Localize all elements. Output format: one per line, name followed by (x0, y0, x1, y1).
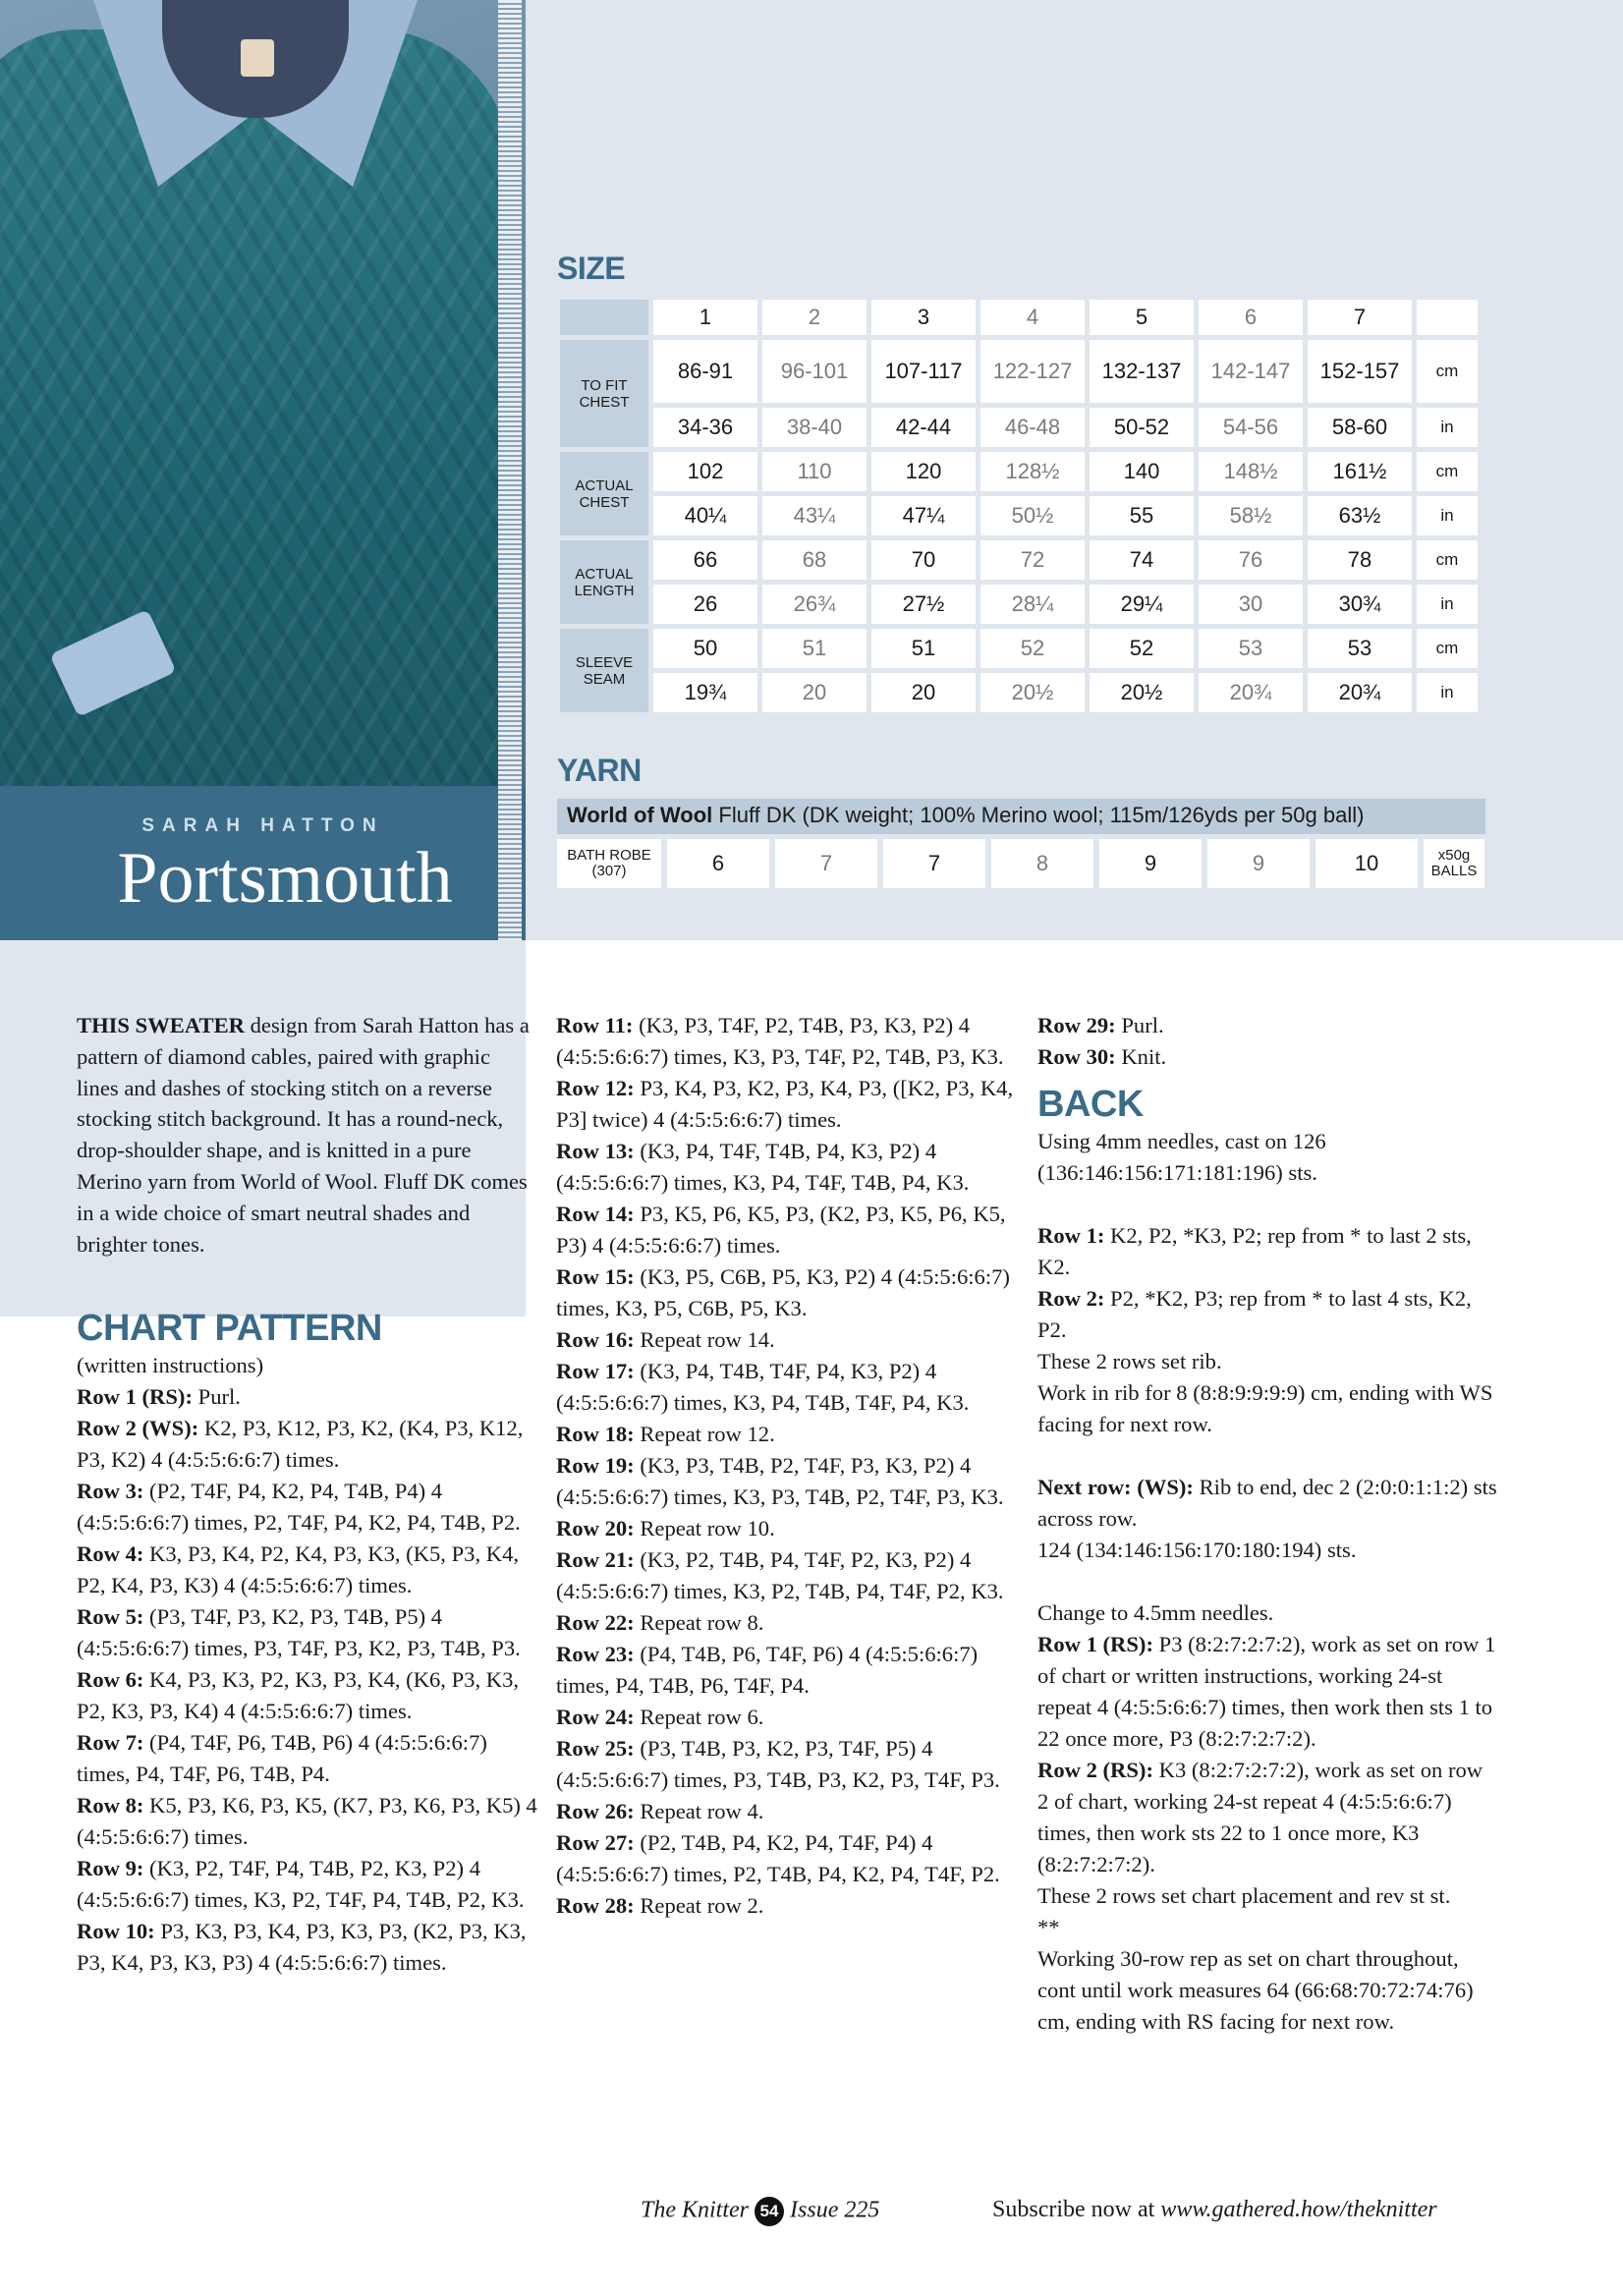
measurement-value: 26¾ (762, 585, 867, 624)
row-label: Row 18: (556, 1422, 635, 1446)
measurement-value: 46-48 (980, 408, 1085, 447)
yarn-ball-count: 9 (1099, 839, 1202, 888)
row-text: (K3, P3, T4B, P2, T4F, P3, K3, P2) 4 (4:5:5:6:6:7) times, K3, P3, T4B, P2, T4F, P3, K3. (556, 1453, 1004, 1509)
row-text: Repeat row 6. (634, 1705, 764, 1729)
row-text: K3, P3, K4, P2, K4, P3, K3, (K5, P3, K4, P2, K4, P3, K3) 4 (4:5:5:6:6:7) times. (77, 1541, 520, 1598)
measurement-value: 148½ (1199, 452, 1303, 491)
row-label: Row 3: (77, 1479, 144, 1504)
garment-tag (241, 39, 274, 77)
instruction-row (77, 1664, 538, 1727)
yarn-unit: x50g BALLS (1424, 839, 1484, 888)
instruction-row (556, 1639, 1018, 1702)
row-text: (K3, P2, T4B, P4, T4F, P2, K3, P2) 4 (4:5:5:6:6:7) times, K3, P2, T4B, P4, T4F, P2, K3. (556, 1547, 1004, 1603)
row-label: Row 13: (556, 1139, 635, 1163)
row-text: Repeat row 2. (634, 1893, 764, 1918)
yarn-ball-count: 7 (883, 839, 985, 888)
yarn-description (557, 799, 1485, 834)
spacer (1037, 1189, 1499, 1220)
footer-subscribe (992, 2197, 1437, 2223)
row-label: Row 20: (556, 1516, 635, 1540)
row-label: Row 1 (RS): (1037, 1632, 1153, 1656)
row-label: Row 27: (556, 1830, 635, 1855)
row-label: Row 29: (1037, 1013, 1116, 1037)
back-heading: BACK (1037, 1084, 1144, 1125)
size-number: 3 (871, 300, 976, 335)
row-text: P3, K5, P6, K5, P3, (K2, P3, K5, P6, K5, P3) 4 (4:5:5:6:6:7) times. (556, 1202, 1006, 1258)
size-row (560, 673, 1478, 712)
needle-change: Change to 4.5mm needles. (1037, 1600, 1274, 1625)
subscribe-text: Subscribe now at (992, 2197, 1161, 2222)
row-label: Row 7: (77, 1730, 144, 1756)
instruction-row (1037, 1041, 1499, 1073)
intro-text (77, 1010, 531, 1260)
instruction-row (1037, 1472, 1499, 1535)
measurement-value: 70 (871, 540, 976, 580)
row-text: (P2, T4F, P4, K2, P4, T4B, P4) 4 (4:5:5:6:6:7) times, P2, T4F, P4, K2, P4, T4B, P2. (77, 1479, 521, 1536)
measurement-value: 30 (1199, 585, 1303, 624)
instruction-row (77, 1539, 538, 1601)
measurement-value: 63½ (1308, 496, 1412, 535)
row-label: Row 30: (1037, 1044, 1116, 1069)
row-text: Repeat row 12. (634, 1422, 775, 1446)
row-text: (K3, P5, C6B, P5, K3, P2) 4 (4:5:5:6:6:7) times, K3, P5, C6B, P5, K3. (556, 1264, 1010, 1320)
measurement-value: 58½ (1199, 496, 1303, 535)
row-label: Row 14: (556, 1202, 635, 1226)
measurement-label: SLEEVE SEAM (560, 629, 648, 712)
measurement-label: ACTUAL CHEST (560, 452, 648, 535)
size-number: 5 (1090, 300, 1194, 335)
measurement-value: 26 (653, 585, 757, 624)
measurement-value: 51 (871, 629, 976, 668)
unit-label: in (1417, 673, 1478, 712)
yarn-shade: BATH ROBE (307) (557, 839, 661, 888)
measurement-value: 27½ (871, 585, 976, 624)
measurement-value: 107-117 (871, 340, 976, 403)
row-label: Row 17: (556, 1359, 635, 1383)
measurement-value: 20 (871, 673, 976, 712)
working-text: Working 30-row rep as set on chart throughout, cont until work measures 64 (66:68:70:72:74:76) cm, ending with RS facing for next row. (1037, 1946, 1474, 2034)
instruction-row (556, 1324, 1018, 1356)
measurement-value: 34-36 (653, 408, 757, 447)
row-label: Row 1: (1037, 1223, 1105, 1248)
instruction-row (77, 1601, 538, 1664)
row-label: Row 19: (556, 1453, 635, 1478)
row-text: K2, P3, K12, P3, K2, (K4, P3, K12, P3, K2) 4 (4:5:5:6:6:7) times. (77, 1416, 524, 1473)
row-label: Row 12: (556, 1076, 635, 1100)
measurement-value: 74 (1090, 540, 1194, 580)
measurement-value: 122-127 (980, 340, 1085, 403)
measurement-value: 40¼ (653, 496, 757, 535)
measurement-value: 30¾ (1308, 585, 1412, 624)
measurement-value: 20 (762, 673, 867, 712)
measurement-value: 42-44 (871, 408, 976, 447)
instruction-row (556, 1199, 1018, 1261)
size-row (560, 340, 1478, 403)
row-label: Row 2: (1037, 1286, 1105, 1311)
unit-label: in (1417, 585, 1478, 624)
measurement-value: 43¼ (762, 496, 867, 535)
row-text: Purl. (192, 1384, 241, 1410)
instruction-row (556, 1733, 1018, 1796)
unit-label: cm (1417, 452, 1478, 491)
row-label: Row 9: (77, 1856, 144, 1881)
size-row (560, 540, 1478, 580)
unit-label: in (1417, 408, 1478, 447)
unit-cell (1417, 300, 1478, 335)
size-row (560, 585, 1478, 624)
row-text: Knit. (1115, 1044, 1167, 1069)
row-text: (P2, T4B, P4, K2, P4, T4F, P4) 4 (4:5:5:6:6:7) times, P2, T4B, P4, K2, P4, T4F, P2. (556, 1830, 1000, 1886)
row-label: Row 24: (556, 1705, 635, 1729)
size-header-row (560, 300, 1478, 335)
instruction-row (77, 1853, 538, 1916)
instruction-row (77, 1727, 538, 1790)
row-text: (P3, T4B, P3, K2, P3, T4F, P5) 4 (4:5:5:6:6:7) times, P3, T4B, P3, K2, P3, T4F, P3. (556, 1736, 1000, 1792)
measurement-label: TO FIT CHEST (560, 340, 648, 447)
stitch-count: 124 (134:146:156:170:180:194) sts. (1037, 1538, 1357, 1562)
row-label: Row 26: (556, 1799, 635, 1823)
instruction-row (1037, 1629, 1499, 1755)
yarn-quantities (557, 839, 1484, 888)
size-number: 6 (1199, 300, 1303, 335)
measurement-value: 72 (980, 540, 1085, 580)
column-2 (556, 1010, 1018, 1922)
unit-label: in (1417, 496, 1478, 535)
instruction-row (556, 1010, 1018, 1073)
magazine-name: The Knitter (641, 2197, 750, 2223)
row-label: Row 2 (RS): (1037, 1758, 1153, 1782)
measurement-value: 47¼ (871, 496, 976, 535)
measurement-value: 161½ (1308, 452, 1412, 491)
row-label: Row 22: (556, 1610, 635, 1635)
measurement-value: 50½ (980, 496, 1085, 535)
measurement-value: 54-56 (1199, 408, 1303, 447)
row-label: Row 21: (556, 1547, 635, 1572)
yarn-ball-count: 6 (667, 839, 769, 888)
chart-pattern-heading: CHART PATTERN (77, 1308, 382, 1350)
instruction-row (556, 1073, 1018, 1136)
measurement-value: 20¾ (1199, 673, 1303, 712)
measurement-value: 20½ (980, 673, 1085, 712)
row-text: (P4, T4B, P6, T4F, P6) 4 (4:5:5:6:6:7) times, P4, T4B, P6, T4F, P4. (556, 1642, 979, 1698)
measurement-label: ACTUAL LENGTH (560, 540, 648, 624)
instruction-row (556, 1890, 1018, 1922)
row-label: Row 2 (WS): (77, 1416, 199, 1441)
instruction-row (1037, 1283, 1499, 1346)
cast-on-text: Using 4mm needles, cast on 126 (136:146:156:171:181:196) sts. (1037, 1129, 1326, 1185)
row-text: (P3, T4F, P3, K2, P3, T4B, P5) 4 (4:5:5:6:6:7) times, P3, T4F, P3, K2, P3, T4B, P3. (77, 1604, 521, 1661)
row-label: Row 11: (556, 1013, 634, 1037)
measurement-value: 55 (1090, 496, 1194, 535)
size-number: 7 (1308, 300, 1412, 335)
measurement-value: 140 (1090, 452, 1194, 491)
row-label: Row 28: (556, 1893, 635, 1918)
measurement-value: 58-60 (1308, 408, 1412, 447)
measurement-value: 53 (1308, 629, 1412, 668)
yarn-ball-count: 10 (1315, 839, 1418, 888)
row-text: P3, K3, P3, K4, P3, K3, P3, (K2, P3, K3, P3, K4, P3, K3, P3) 4 (4:5:5:6:6:7) times. (77, 1919, 527, 1976)
instruction-row (77, 1381, 538, 1413)
instruction-row (77, 1916, 538, 1979)
instruction-row (77, 1413, 538, 1476)
chart-subtitle: (written instructions) (77, 1353, 264, 1378)
row-label: Row 25: (556, 1736, 635, 1761)
row-text: (K3, P2, T4F, P4, T4B, P2, K3, P2) 4 (4:5:5:6:6:7) times, K3, P2, T4F, P4, T4B, P2, K3. (77, 1856, 525, 1913)
row-text: K4, P3, K3, P2, K3, P3, K4, (K6, P3, K3, P2, K3, P3, K4) 4 (4:5:5:6:6:7) times. (77, 1667, 520, 1724)
sweater-photo (0, 0, 526, 786)
measurement-value: 76 (1199, 540, 1303, 580)
measurement-value: 51 (762, 629, 867, 668)
row-text: (P4, T4F, P6, T4B, P6) 4 (4:5:5:6:6:7) times, P4, T4F, P6, T4B, P4. (77, 1730, 487, 1787)
instruction-row (556, 1796, 1018, 1827)
row-label: Row 15: (556, 1264, 635, 1289)
size-number: 2 (762, 300, 867, 335)
row-label: Row 10: (77, 1919, 155, 1944)
measurement-value: 52 (980, 629, 1085, 668)
row-text: Repeat row 8. (634, 1610, 764, 1635)
yarn-ball-count: 9 (1207, 839, 1310, 888)
measurement-value: 120 (871, 452, 976, 491)
row-text: K5, P3, K6, P3, K5, (K7, P3, K6, P3, K5) 4 (4:5:5:6:6:7) times. (77, 1793, 537, 1850)
spacer (1037, 1073, 1499, 1083)
yarn-brand: World of Wool (567, 803, 713, 827)
row-label: Row 5: (77, 1604, 144, 1630)
row-text: Repeat row 4. (634, 1799, 764, 1823)
unit-label: cm (1417, 340, 1478, 403)
measurement-value: 66 (653, 540, 757, 580)
row-text: P2, *K2, P3; rep from * to last 4 sts, K2, P2. (1037, 1286, 1472, 1342)
size-row (560, 496, 1478, 535)
instruction-row (77, 1790, 538, 1853)
instruction-row (556, 1136, 1018, 1199)
measurement-value: 152-157 (1308, 340, 1412, 403)
measurement-value: 50-52 (1090, 408, 1194, 447)
intro-body: design from Sarah Hatton has a pattern of diamond cables, paired with graphic lines and dashes of stocking stitch on a reverse stocking stitch background. It has a round-neck, drop-shoulder shape, and is knitted in a pure Merino yarn from World of Wool. Fluff DK comes in a wide choice of smart neutral shades and brighter tones. (77, 1013, 530, 1257)
yarn-details: Fluff DK (DK weight; 100% Merino wool; 115m/126yds per 50g ball) (712, 803, 1365, 827)
row-label: Next row: (WS): (1037, 1475, 1194, 1499)
row-label: Row 4: (77, 1541, 144, 1567)
measurement-value: 28¼ (980, 585, 1085, 624)
column-3 (1037, 1010, 1499, 2038)
unit-label: cm (1417, 629, 1478, 668)
instruction-row (556, 1513, 1018, 1544)
size-row (560, 408, 1478, 447)
measurement-value: 29¼ (1090, 585, 1194, 624)
instruction-row (1037, 1755, 1499, 1880)
yarn-ball-count: 8 (991, 839, 1093, 888)
spacer (1037, 1440, 1499, 1472)
unit-label: cm (1417, 540, 1478, 580)
instruction-row (1037, 1220, 1499, 1283)
page-number: 54 (755, 2197, 784, 2226)
row-text: P3, K4, P3, K2, P3, K4, P3, ([K2, P3, K4, P3] twice) 4 (4:5:5:6:6:7) times. (556, 1076, 1014, 1132)
row-label: Row 8: (77, 1793, 144, 1819)
row-text: K2, P2, *K3, P2; rep from * to last 2 sts, K2. (1037, 1223, 1472, 1279)
size-table (555, 295, 1483, 717)
row-label: Row 23: (556, 1642, 635, 1666)
row-text: (K3, P4, T4B, T4F, P4, K3, P2) 4 (4:5:5:6:6:7) times, K3, P4, T4B, T4F, P4, K3. (556, 1359, 970, 1415)
measurement-value: 20½ (1090, 673, 1194, 712)
instruction-row (556, 1544, 1018, 1607)
measurement-value: 53 (1199, 629, 1303, 668)
size-row (560, 452, 1478, 491)
size-row (560, 629, 1478, 668)
footer-issue (641, 2197, 879, 2226)
designer-name: SARAH HATTON (141, 815, 384, 836)
row-text: Repeat row 14. (634, 1327, 775, 1352)
measurement-value: 128½ (980, 452, 1085, 491)
measurement-value: 20¾ (1308, 673, 1412, 712)
instruction-row (1037, 1010, 1499, 1041)
row-text: P3 (8:2:7:2:7:2), work as set on row 1 of chart or written instructions, working 24-st repeat 4 (4:5:5:6:6:7) times, then work then sts 1 to 22 once more, P3 (8:2:7:2:7:2). (1037, 1632, 1496, 1751)
spacer (1037, 1566, 1499, 1597)
measurement-value: 142-147 (1199, 340, 1303, 403)
measurement-value: 78 (1308, 540, 1412, 580)
row-text: (K3, P4, T4F, T4B, P4, K3, P2) 4 (4:5:5:6:6:7) times, K3, P4, T4F, T4B, P4, K3. (556, 1139, 970, 1195)
row-label: Row 16: (556, 1327, 635, 1352)
instruction-row (556, 1450, 1018, 1513)
chart-placement-text: These 2 rows set chart placement and rev st st. (1037, 1883, 1451, 1908)
measurement-value: 38-40 (762, 408, 867, 447)
measurement-value: 86-91 (653, 340, 757, 403)
subscribe-link[interactable]: www.gathered.how/theknitter (1160, 2197, 1437, 2222)
size-number: 4 (980, 300, 1085, 335)
measurement-value: 102 (653, 452, 757, 491)
measurement-value: 110 (762, 452, 867, 491)
instruction-row (556, 1356, 1018, 1419)
rib-text: These 2 rows set rib. (1037, 1349, 1222, 1373)
intro-lead: THIS SWEATER (77, 1013, 245, 1037)
column-1 (77, 1010, 538, 1979)
measurement-value: 96-101 (762, 340, 867, 403)
measurement-value: 19¾ (653, 673, 757, 712)
row-label: Row 1 (RS): (77, 1384, 193, 1410)
measurement-value: 132-137 (1090, 340, 1194, 403)
issue-number: Issue 225 (790, 2197, 880, 2223)
corner-cell (560, 300, 648, 335)
pattern-title: Portsmouth (117, 838, 453, 919)
instruction-row (556, 1607, 1018, 1639)
marker-stars: ** (1037, 1915, 1060, 1939)
instruction-row (556, 1827, 1018, 1890)
row-label: Row 6: (77, 1667, 144, 1693)
measurement-value: 50 (653, 629, 757, 668)
yarn-heading: YARN (557, 753, 642, 788)
instruction-row (77, 1476, 538, 1539)
row-text: K3 (8:2:7:2:7:2), work as set on row 2 of chart, working 24-st repeat 4 (4:5:5:6:6:7) times, then work sts 22 to 1 once more, K3 (8:2:7:2:7:2). (1037, 1758, 1483, 1876)
size-number: 1 (653, 300, 757, 335)
measurement-value: 52 (1090, 629, 1194, 668)
row-text: Purl. (1115, 1013, 1164, 1037)
row-text: Repeat row 10. (634, 1516, 775, 1540)
row-text: (K3, P3, T4F, P2, T4B, P3, K3, P2) 4 (4:5:5:6:6:7) times, K3, P3, T4F, P2, T4B, P3, K3. (556, 1013, 1004, 1069)
instruction-row (556, 1419, 1018, 1450)
instruction-row (556, 1702, 1018, 1733)
size-heading: SIZE (557, 251, 626, 286)
rib-length-text: Work in rib for 8 (8:8:9:9:9:9) cm, ending with WS facing for next row. (1037, 1380, 1493, 1436)
measurement-value: 68 (762, 540, 867, 580)
instruction-row (556, 1261, 1018, 1324)
row-text: Rib to end, dec 2 (2:0:0:1:1:2) sts across row. (1037, 1475, 1497, 1531)
yarn-ball-count: 7 (775, 839, 877, 888)
